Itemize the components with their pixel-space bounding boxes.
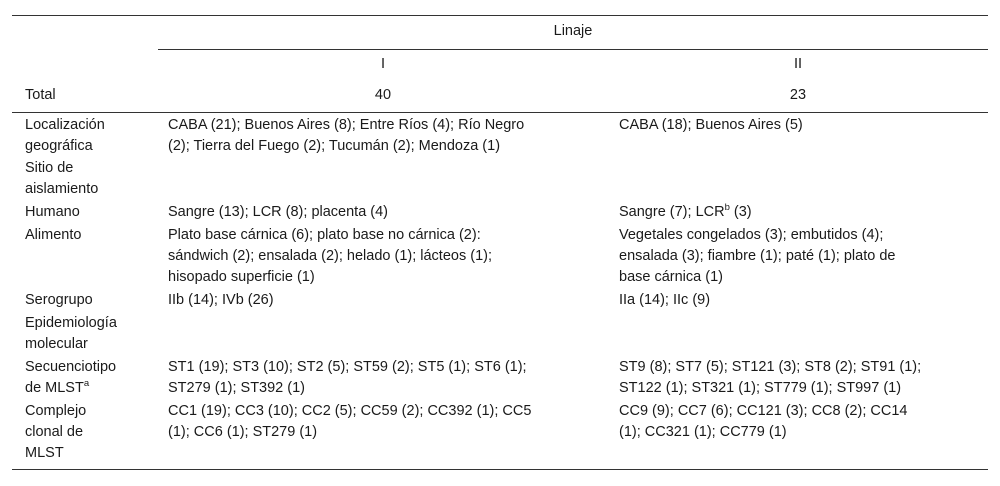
localizacion-label-line2: geográfica — [25, 138, 93, 154]
epidemiologia-label-line1: Epidemiología — [25, 315, 117, 331]
alimento-ii-line2: ensalada (3); fiambre (1); paté (1); plato de — [619, 248, 896, 264]
complejo-label-line3: MLST — [25, 445, 64, 461]
column-header-i: I — [380, 56, 386, 72]
localizacion-ii-line1: CABA (18); Buenos Aires (5) — [619, 117, 803, 133]
serogrupo-i: IIb (14); IVb (26) — [168, 292, 274, 308]
alimento-label: Alimento — [25, 227, 82, 243]
total-value-i: 40 — [374, 87, 392, 103]
localizacion-i-line2: (2); Tierra del Fuego (2); Tucumán (2); Mendoza (1) — [168, 138, 501, 154]
localizacion-label-line1: Localización — [25, 117, 105, 133]
alimento-i-line2: sándwich (2); ensalada (2); helado (1); lácteos (1); — [168, 248, 492, 264]
secuenciotipo-label-line1: Secuenciotipo — [25, 359, 117, 375]
sitio-label-line1: Sitio de — [25, 160, 74, 176]
table-top-rule — [12, 15, 988, 16]
secuenciotipo-ii-line2: ST122 (1); ST321 (1); ST779 (1); ST997 (1) — [619, 380, 902, 396]
secuenciotipo-label-text: de MLST — [25, 380, 84, 396]
epidemiologia-label-line2: molecular — [25, 336, 88, 352]
alimento-i-line1: Plato base cárnica (6); plato base no cárnica (2): — [168, 227, 481, 243]
footnote-a-marker: a — [83, 378, 90, 390]
alimento-ii-line3: base cárnica (1) — [619, 269, 723, 285]
footnote-b-marker: b — [724, 202, 730, 214]
alimento-ii-line1: Vegetales congelados (3); embutidos (4); — [619, 227, 884, 243]
humano-ii-text-end: (3) — [729, 204, 752, 220]
secuenciotipo-i-line1: ST1 (19); ST3 (10); ST2 (5); ST59 (2); ST5 (1); ST6 (1); — [168, 359, 527, 375]
complejo-i-line1: CC1 (19); CC3 (10); CC2 (5); CC59 (2); CC392 (1); CC5 — [168, 403, 532, 419]
total-value-ii: 23 — [789, 87, 807, 103]
linaje-header: Linaje — [553, 23, 593, 39]
column-header-ii: II — [793, 56, 803, 72]
total-rule — [12, 112, 988, 113]
alimento-i-line3: hisopado superficie (1) — [168, 269, 315, 285]
complejo-i-line2: (1); CC6 (1); ST279 (1) — [168, 424, 318, 440]
humano-ii — [619, 202, 752, 224]
serogrupo-ii: IIa (14); IIc (9) — [619, 292, 711, 308]
sitio-label-line2: aislamiento — [25, 181, 99, 197]
complejo-ii-line2: (1); CC321 (1); CC779 (1) — [619, 424, 787, 440]
humano-label: Humano — [25, 204, 80, 220]
total-label: Total — [25, 87, 56, 103]
secuenciotipo-label-line2 — [25, 378, 89, 400]
table-bottom-rule — [12, 469, 988, 470]
linaje-rule — [158, 49, 988, 50]
serogrupo-label: Serogrupo — [25, 292, 93, 308]
complejo-label-line2: clonal de — [25, 424, 84, 440]
complejo-ii-line1: CC9 (9); CC7 (6); CC121 (3); CC8 (2); CC14 — [619, 403, 908, 419]
humano-i: Sangre (13); LCR (8); placenta (4) — [168, 204, 389, 220]
complejo-label-line1: Complejo — [25, 403, 87, 419]
localizacion-i-line1: CABA (21); Buenos Aires (8); Entre Ríos (4); Río Negro — [168, 117, 525, 133]
secuenciotipo-ii-line1: ST9 (8); ST7 (5); ST121 (3); ST8 (2); ST91 (1); — [619, 359, 922, 375]
humano-ii-text: Sangre (7); LCR — [619, 204, 725, 220]
secuenciotipo-i-line2: ST279 (1); ST392 (1) — [168, 380, 305, 396]
